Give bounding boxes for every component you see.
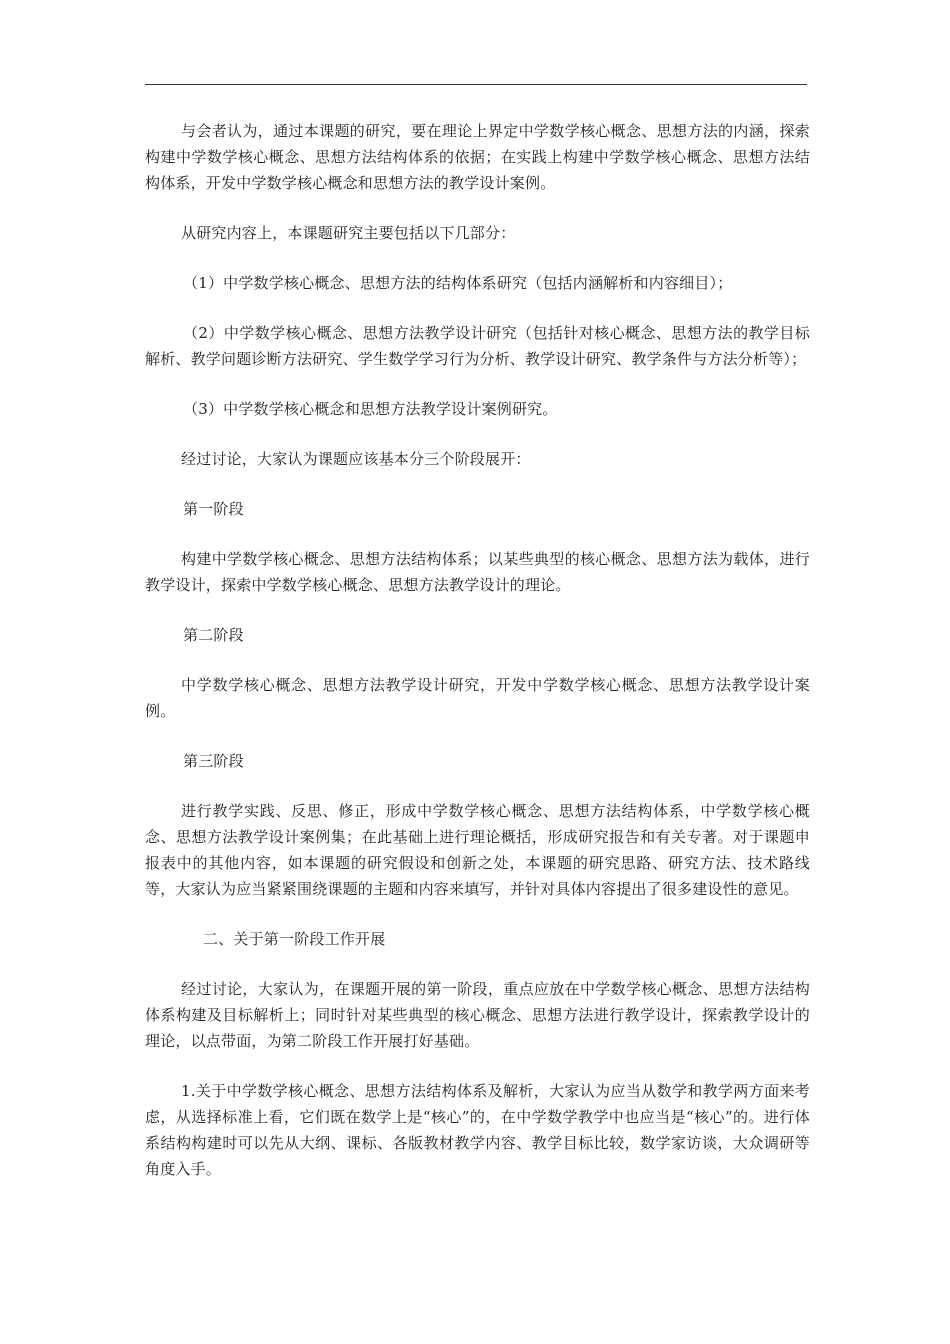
paragraph-three-stages-intro: 经过讨论，大家认为课题应该基本分三个阶段展开： <box>181 450 531 468</box>
stage-heading-1: 第一阶段 <box>183 500 244 518</box>
list-item-3: （3）中学数学核心概念和思想方法教学设计案例研究。 <box>183 400 558 418</box>
document-body <box>145 118 810 1182</box>
stage-body-2: 中学数学核心概念、思想方法教学设计研究，开发中学数学核心概念、思想方法教学设计案例。 <box>145 676 810 720</box>
stage-heading-2: 第二阶段 <box>183 626 244 644</box>
list-item-1: （1）中学数学核心概念、思想方法的结构体系研究（包括内涵解析和内容细目）； <box>183 274 733 292</box>
stage-body-1: 构建中学数学核心概念、思想方法结构体系；以某些典型的核心概念、思想方法为载体，进行教学设计，探索中学数学核心概念、思想方法教学设计的理论。 <box>145 550 810 594</box>
section-heading-2: 二、关于第一阶段工作开展 <box>203 930 386 948</box>
paragraph-research-content-intro: 从研究内容上，本课题研究主要包括以下几部分： <box>181 224 516 242</box>
paragraph-research-goals: 与会者认为，通过本课题的研究，要在理论上界定中学数学核心概念、思想方法的内涵，探索构建中学数学核心概念、思想方法结构体系的依据；在实践上构建中学数学核心概念、思想方法结构体系，开发中学数学核心概念和思想方法的教学设计案例。 <box>145 122 810 192</box>
header-rule <box>145 84 807 85</box>
list-item-2: （2）中学数学核心概念、思想方法教学设计研究（包括针对核心概念、思想方法的教学目标解析、教学问题诊断方法研究、学生数学学习行为分析、教学设计研究、教学条件与方法分析等）； <box>145 324 810 368</box>
paragraph-first-stage-focus: 经过讨论，大家认为，在课题开展的第一阶段，重点应放在中学数学核心概念、思想方法结构体系构建及目标解析上；同时针对某些典型的核心概念、思想方法进行教学设计，探索教学设计的理论，以点带面，为第二阶段工作开展打好基础。 <box>145 980 810 1050</box>
paragraph-point-1: 1.关于中学数学核心概念、思想方法结构体系及解析，大家认为应当从数学和教学两方面来考虑，从选择标准上看，它们既在数学上是“核心”的，在中学数学教学中也应当是“核心”的。进行体系结构构建时可以先从大纲、课标、各版教材教学内容、教学目标比较，数学家访谈，大众调研等角度入手。 <box>145 1082 810 1178</box>
stage-body-3: 进行教学实践、反思、修正，形成中学数学核心概念、思想方法结构体系，中学数学核心概念、思想方法教学设计案例集；在此基础上进行理论概括，形成研究报告和有关专著。对于课题申报表中的其他内容，如本课题的研究假设和创新之处，本课题的研究思路、研究方法、技术路线等，大家认为应当紧紧围绕课题的主题和内容来填写，并针对具体内容提出了很多建设性的意见。 <box>145 802 810 898</box>
stage-heading-3: 第三阶段 <box>183 752 244 770</box>
